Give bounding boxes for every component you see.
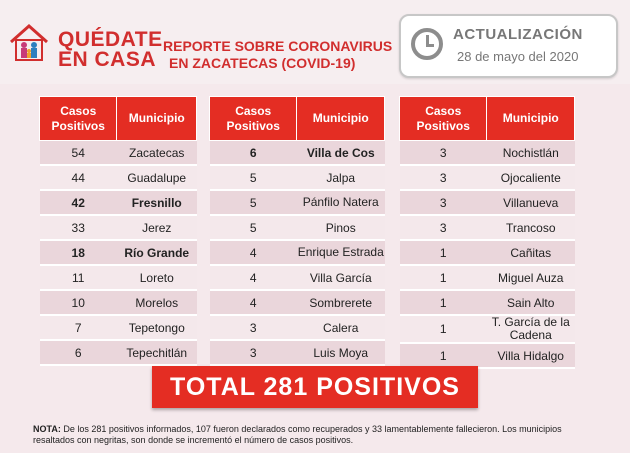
table-row	[210, 190, 385, 215]
cases-table-1	[39, 96, 197, 366]
cases-cell: 6	[40, 340, 117, 365]
cases-cell: 1	[400, 240, 487, 265]
cases-cell: 3	[400, 190, 487, 215]
house-family-icon	[8, 22, 50, 64]
cases-cell: 3	[400, 165, 487, 190]
municipality-cell: Villa Hidalgo	[487, 343, 575, 368]
cases-cell: 44	[40, 165, 117, 190]
header-municipality: Municipio	[117, 97, 197, 141]
municipality-cell: Sombrerete	[297, 290, 385, 315]
municipality-cell: Pánfilo Natera	[297, 190, 385, 215]
table-row	[210, 265, 385, 290]
update-date: 28 de mayo del 2020	[457, 49, 579, 64]
campaign-title	[58, 30, 163, 70]
municipality-cell: Sain Alto	[487, 290, 575, 315]
cases-cell: 42	[40, 190, 117, 215]
municipality-cell: Fresnillo	[117, 190, 197, 215]
header-municipality: Municipio	[487, 97, 575, 141]
cases-table-3	[399, 96, 575, 369]
table-row	[40, 315, 197, 340]
municipality-cell: Trancoso	[487, 215, 575, 240]
table-row	[40, 340, 197, 365]
cases-cell: 6	[210, 141, 297, 166]
note-text: De los 281 positivos informados, 107 fueron declarados como recuperados y 33 lamentablemente fallecieron. Los municipios resaltados con negritas, son donde se incrementó el número de casos positivos.	[33, 424, 562, 445]
total-banner	[152, 366, 478, 408]
report-line-2: EN ZACATECAS (COVID-19)	[169, 55, 356, 71]
municipality-cell: Morelos	[117, 290, 197, 315]
table-row	[40, 215, 197, 240]
table-row	[400, 240, 575, 265]
note-label: NOTA:	[33, 424, 61, 434]
cases-cell: 7	[40, 315, 117, 340]
header-cases: Casos Positivos	[40, 97, 117, 141]
municipality-cell: Ojocaliente	[487, 165, 575, 190]
campaign-line-1: QUÉDATE	[58, 28, 163, 51]
municipality-cell: Río Grande	[117, 240, 197, 265]
cases-tables	[0, 96, 630, 366]
header-bar	[0, 0, 630, 84]
municipality-cell: Villanueva	[487, 190, 575, 215]
table-1-body	[40, 141, 197, 366]
municipality-cell: Guadalupe	[117, 165, 197, 190]
table-row	[40, 290, 197, 315]
cases-cell: 33	[40, 215, 117, 240]
cases-cell: 5	[210, 190, 297, 215]
report-title	[163, 38, 392, 72]
table-row	[210, 165, 385, 190]
municipality-cell: Tepechitlán	[117, 340, 197, 365]
cases-cell: 1	[400, 265, 487, 290]
table-row	[400, 165, 575, 190]
cases-cell: 54	[40, 141, 117, 166]
cases-cell: 11	[40, 265, 117, 290]
municipality-cell: Zacatecas	[117, 141, 197, 166]
clock-icon	[411, 28, 443, 60]
cases-cell: 5	[210, 165, 297, 190]
municipality-cell: Jerez	[117, 215, 197, 240]
municipality-cell: Pinos	[297, 215, 385, 240]
cases-cell: 3	[400, 141, 487, 166]
table-row	[400, 265, 575, 290]
cases-cell: 4	[210, 240, 297, 265]
municipality-cell: Miguel Auza	[487, 265, 575, 290]
table-row	[400, 215, 575, 240]
cases-cell: 18	[40, 240, 117, 265]
table-row	[210, 290, 385, 315]
table-row	[210, 215, 385, 240]
municipality-cell: Enrique Estrada	[297, 240, 385, 265]
municipality-cell: Tepetongo	[117, 315, 197, 340]
cases-cell: 4	[210, 290, 297, 315]
municipality-cell: Villa García	[297, 265, 385, 290]
municipality-cell: Cañitas	[487, 240, 575, 265]
municipality-cell: Luis Moya	[297, 340, 385, 365]
municipality-cell: Villa de Cos	[297, 141, 385, 166]
table-3-body	[400, 141, 575, 369]
total-text: TOTAL 281 POSITIVOS	[170, 373, 460, 401]
campaign-line-2: EN CASA	[58, 48, 157, 71]
cases-cell: 1	[400, 343, 487, 368]
table-row	[400, 290, 575, 315]
cases-cell: 5	[210, 215, 297, 240]
table-row	[400, 141, 575, 166]
table-row	[40, 141, 197, 166]
table-row	[210, 315, 385, 340]
cases-cell: 3	[400, 215, 487, 240]
note	[33, 424, 593, 446]
table-row	[40, 165, 197, 190]
table-row	[400, 190, 575, 215]
municipality-cell: Jalpa	[297, 165, 385, 190]
table-row	[400, 343, 575, 368]
header-municipality: Municipio	[297, 97, 385, 141]
update-title: ACTUALIZACIÓN	[453, 26, 583, 43]
table-row	[40, 240, 197, 265]
municipality-cell: T. García de la Cadena	[487, 315, 575, 343]
cases-cell: 3	[210, 315, 297, 340]
report-line-1: REPORTE SOBRE CORONAVIRUS	[163, 38, 393, 54]
table-2-body	[210, 141, 385, 366]
table-row	[210, 141, 385, 166]
municipality-cell: Calera	[297, 315, 385, 340]
table-row	[400, 315, 575, 343]
cases-cell: 1	[400, 290, 487, 315]
table-row	[40, 190, 197, 215]
table-row	[40, 265, 197, 290]
municipality-cell: Loreto	[117, 265, 197, 290]
municipality-cell: Nochistlán	[487, 141, 575, 166]
table-row	[210, 340, 385, 365]
cases-cell: 1	[400, 315, 487, 343]
cases-cell: 3	[210, 340, 297, 365]
table-row	[210, 240, 385, 265]
cases-cell: 4	[210, 265, 297, 290]
update-box	[399, 14, 618, 78]
header-cases: Casos Positivos	[400, 97, 487, 141]
cases-table-2	[209, 96, 385, 366]
header-cases: Casos Positivos	[210, 97, 297, 141]
cases-cell: 10	[40, 290, 117, 315]
